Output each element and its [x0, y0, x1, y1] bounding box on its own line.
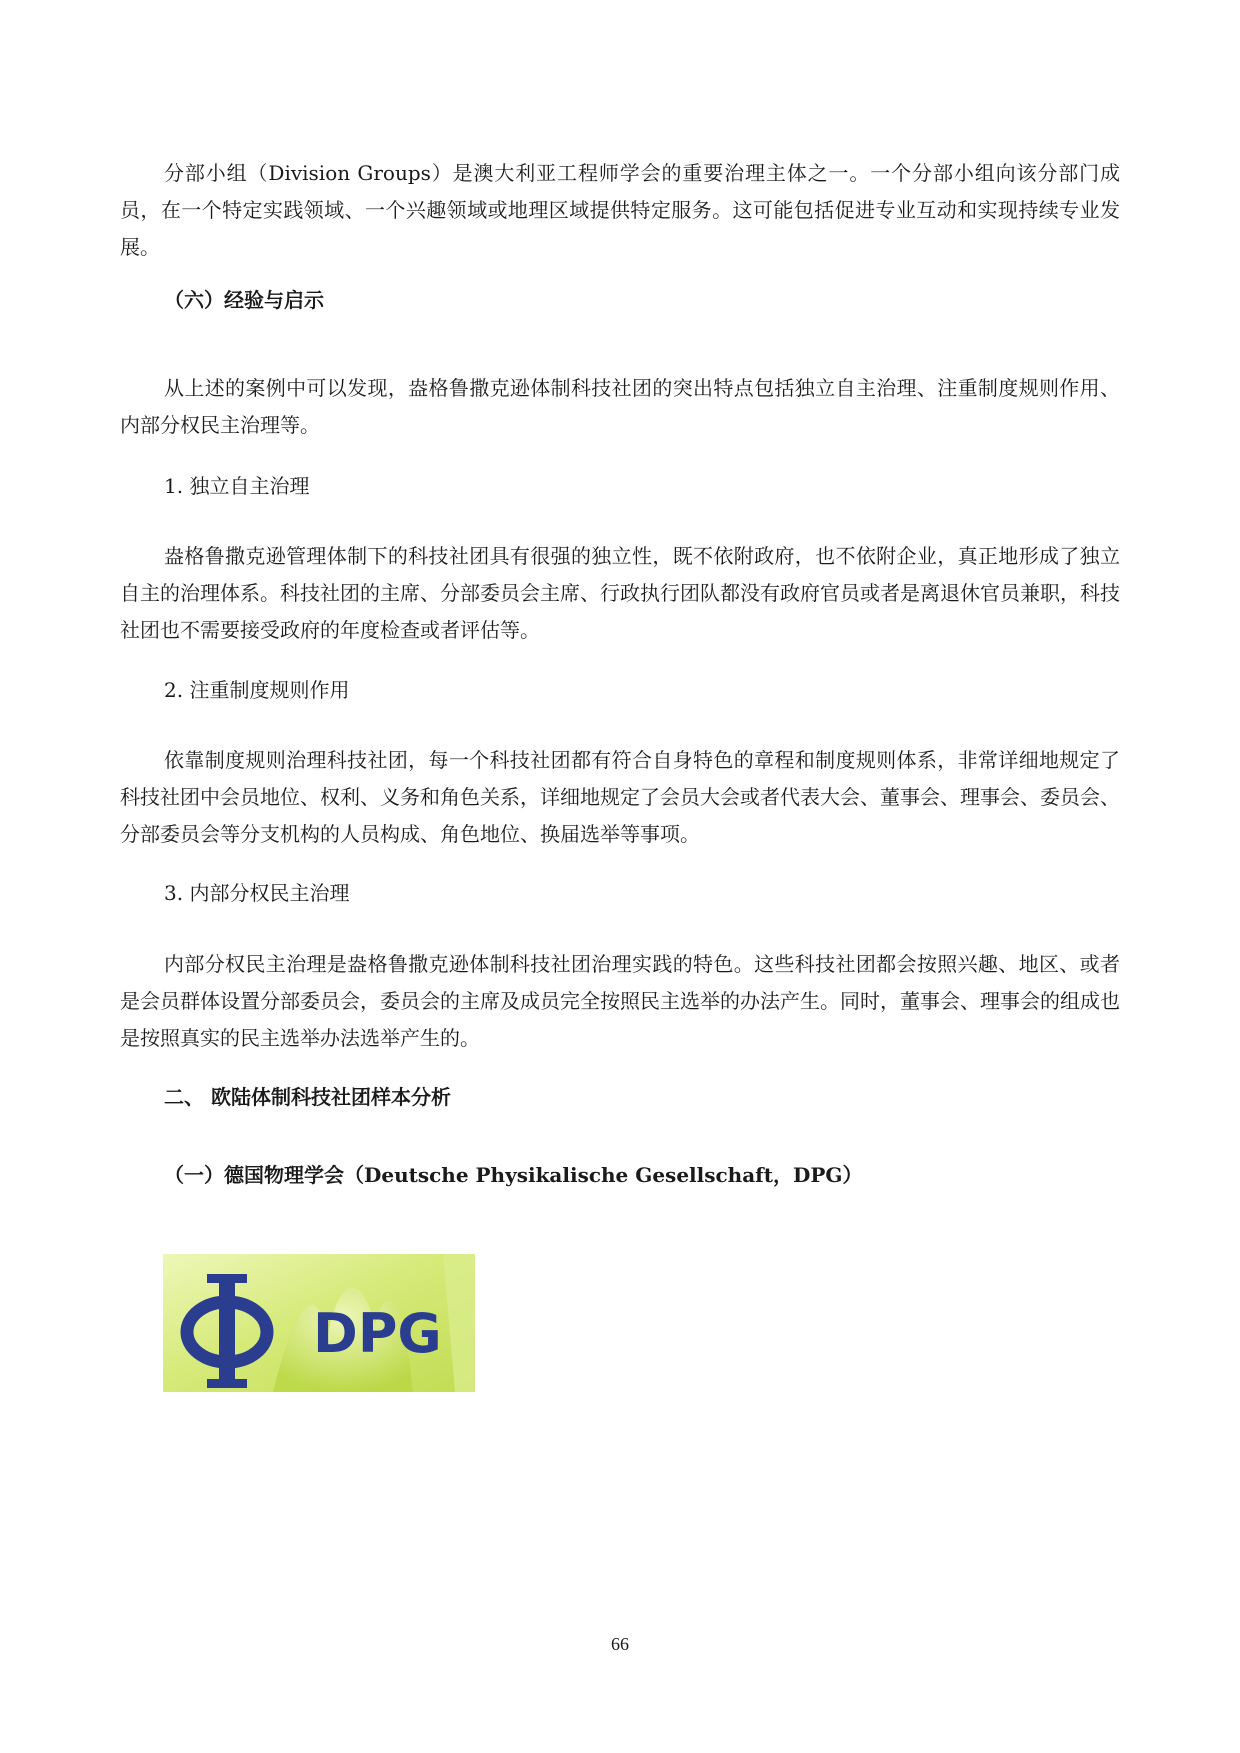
subheading-institutional-rules: 2. 注重制度规则作用	[164, 678, 350, 702]
paragraph-intro-summary: 从上述的案例中可以发现，盎格鲁撒克逊体制科技社团的突出特点包括独立自主治理、注重制度规则作用、内部分权民主治理等。	[120, 376, 1120, 437]
paragraph-institutional-rules: 依靠制度规则治理科技社团，每一个科技社团都有符合自身特色的章程和制度规则体系，非常详细地规定了科技社团中会员地位、权利、义务和角色关系，详细地规定了会员大会或者代表大会、董事会、理事会、委员会、分部委员会等分支机构的人员构成、角色地位、换届选举等事项。	[120, 748, 1120, 846]
dpg-logo-text: DPG	[313, 1302, 442, 1365]
subheading-internal-democracy: 3. 内部分权民主治理	[164, 881, 350, 905]
paragraph-division-groups: 分部小组（Division Groups）是澳大利亚工程师学会的重要治理主体之一。一个分部小组向该分部门成员，在一个特定实践领域、一个兴趣领域或地理区域提供特定服务。这可能包括促进专业互动和实现持续专业发展。	[120, 161, 1120, 259]
section-heading-dpg: （一）德国物理学会（Deutsche Physikalische Gesellschaft，DPG）	[164, 1163, 863, 1187]
chapter-heading-continental: 二、 欧陆体制科技社团样本分析	[164, 1085, 451, 1109]
subheading-independent-governance: 1. 独立自主治理	[164, 474, 310, 498]
section-heading-experience: （六）经验与启示	[164, 288, 324, 312]
dpg-logo-graphic	[163, 1254, 475, 1392]
paragraph-internal-democracy: 内部分权民主治理是盎格鲁撒克逊体制科技社团治理实践的特色。这些科技社团都会按照兴趣、地区、或者是会员群体设置分部委员会，委员会的主席及成员完全按照民主选举的办法产生。同时，董事会、理事会的组成也是按照真实的民主选举办法选举产生的。	[120, 952, 1120, 1050]
paragraph-independent-governance: 盎格鲁撒克逊管理体制下的科技社团具有很强的独立性，既不依附政府，也不依附企业，真正地形成了独立自主的治理体系。科技社团的主席、分部委员会主席、行政执行团队都没有政府官员或者是离退休官员兼职，科技社团也不需要接受政府的年度检查或者评估等。	[120, 544, 1120, 642]
dpg-logo-image	[163, 1254, 475, 1392]
page-number: 66	[611, 1634, 629, 1654]
